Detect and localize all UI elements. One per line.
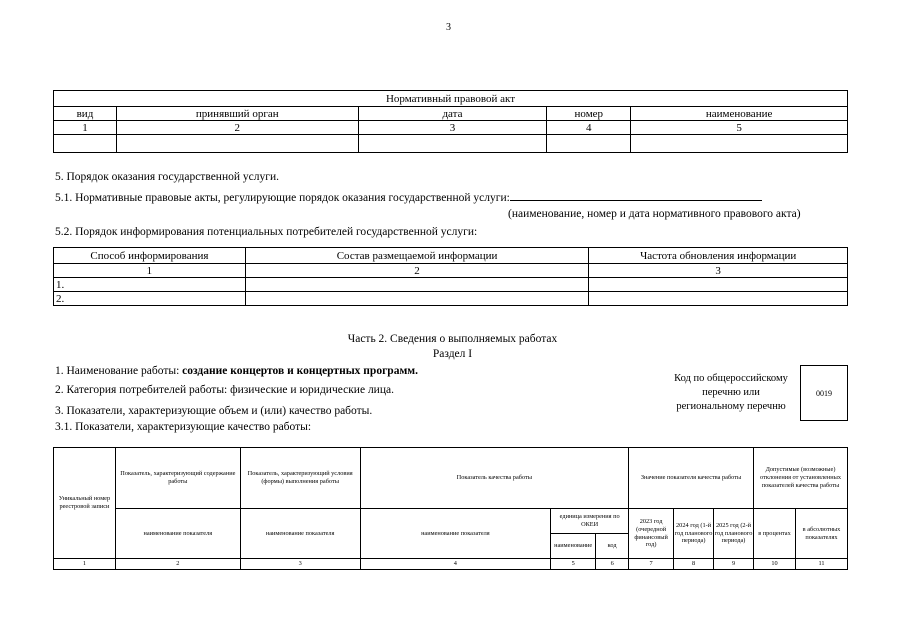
npa-col-number: 2 (116, 121, 358, 135)
qt-col-number: 9 (714, 559, 754, 570)
info-row-label: 2. (54, 292, 246, 306)
work-name-label: 1. Наименование работы: (55, 365, 183, 377)
qt-col-number: 8 (674, 559, 714, 570)
npa-col-number: 5 (631, 121, 848, 135)
info-header-frequency: Частота обновления информации (589, 248, 848, 264)
npa-header-authority: принявший орган (116, 107, 358, 121)
section5-heading: 5. Порядок оказания государственной услуги. (55, 171, 279, 183)
info-empty-cell (245, 278, 589, 292)
qt-header-percent: в процентах (754, 509, 796, 559)
info-col-number: 1 (54, 264, 246, 278)
section51-line (55, 190, 762, 204)
registry-code-box (800, 365, 848, 421)
info-row-label: 1. (54, 278, 246, 292)
qt-header-year-2024: 2024 год (1-й год планового периода) (674, 509, 714, 559)
qt-col-number: 3 (240, 559, 360, 570)
npa-header-kind: вид (54, 107, 117, 121)
info-table (53, 247, 848, 306)
section51-blank-line (510, 190, 762, 201)
qt-header-deviation: Допустимые (возможные) отклонения от установленных показателей качества работы (754, 448, 848, 509)
qt-header-unit: единица измерения по ОКЕИ (551, 509, 629, 534)
section51-caption: (наименование, номер и дата нормативного правового акта) (508, 208, 801, 220)
qt-col-number: 5 (551, 559, 596, 570)
work-name-line (55, 365, 418, 377)
qt-header-unit-code: код (596, 534, 629, 559)
qt-header-quality: Показатель качества работы (360, 448, 629, 509)
npa-header-name: наименование (631, 107, 848, 121)
qt-header-unit-name: наименование (551, 534, 596, 559)
qt-col-number: 11 (795, 559, 847, 570)
qt-header-year-2025: 2025 год (2-й год планового периода) (714, 509, 754, 559)
info-empty-cell (589, 278, 848, 292)
info-empty-cell (589, 292, 848, 306)
registry-code-label-line2: перечню или (702, 387, 760, 398)
qt-col-number: 10 (754, 559, 796, 570)
work-name-value: создание концертов и концертных программ. (182, 365, 418, 377)
registry-code-label-line1: Код по общероссийскому (674, 373, 788, 384)
info-header-method: Способ информирования (54, 248, 246, 264)
qt-col-number: 6 (596, 559, 629, 570)
qt-header-conditions: Показатель, характеризующий условия (формы) выполнения работы (240, 448, 360, 509)
npa-header-number: номер (547, 107, 631, 121)
table-row (54, 559, 848, 570)
qt-header-content-name: наименование показателя (115, 509, 240, 559)
npa-empty-cell (54, 135, 117, 153)
npa-empty-cell (116, 135, 358, 153)
table-row (54, 292, 848, 306)
indicators-heading: 3. Показатели, характеризующие объем и (или) качество работы. (55, 405, 373, 417)
qt-col-number: 4 (360, 559, 551, 570)
info-col-number: 3 (589, 264, 848, 278)
qt-col-number: 7 (629, 559, 674, 570)
part2-section: Раздел I (432, 348, 473, 360)
npa-table (53, 90, 848, 153)
qt-col-number: 2 (115, 559, 240, 570)
registry-code-value: 0019 (816, 388, 832, 398)
section52-text: 5.2. Порядок информирования потенциальных потребителей государственной услуги: (55, 226, 478, 238)
qt-header-unique-number: Уникальный номер реестровой записи (54, 448, 116, 559)
qt-header-year-2023: 2023 год (очередной финансовый год) (629, 509, 674, 559)
quality-indicators-heading: 3.1. Показатели, характеризующие качество работы: (55, 421, 312, 433)
info-header-content: Состав размещаемой информации (245, 248, 589, 264)
info-empty-cell (245, 292, 589, 306)
qt-header-quality-name: наименование показателя (360, 509, 551, 559)
part2-title: Часть 2. Сведения о выполняемых работах (347, 333, 558, 345)
quality-table (53, 447, 848, 570)
npa-empty-cell (358, 135, 547, 153)
section51-text: 5.1. Нормативные правовые акты, регулирующие порядок оказания государственной услуги: (55, 192, 510, 204)
registry-code-label (665, 372, 797, 414)
npa-col-number: 3 (358, 121, 547, 135)
info-col-number: 2 (245, 264, 589, 278)
npa-empty-cell (631, 135, 848, 153)
npa-table-title: Нормативный правовой акт (54, 91, 848, 107)
npa-col-number: 4 (547, 121, 631, 135)
qt-header-content: Показатель, характеризующий содержание работы (115, 448, 240, 509)
npa-header-date: дата (358, 107, 547, 121)
qt-header-conditions-name: наименование показателя (240, 509, 360, 559)
page-number: 3 (446, 22, 451, 33)
npa-empty-cell (547, 135, 631, 153)
npa-col-number: 1 (54, 121, 117, 135)
qt-col-number: 1 (54, 559, 116, 570)
registry-code-label-line3: региональному перечню (676, 401, 786, 412)
table-row (54, 278, 848, 292)
qt-header-values: Значение показателя качества работы (629, 448, 754, 509)
qt-header-absolute: в абсолютных показателях (795, 509, 847, 559)
consumer-category: 2. Категория потребителей работы: физические и юридические лица. (55, 384, 394, 396)
